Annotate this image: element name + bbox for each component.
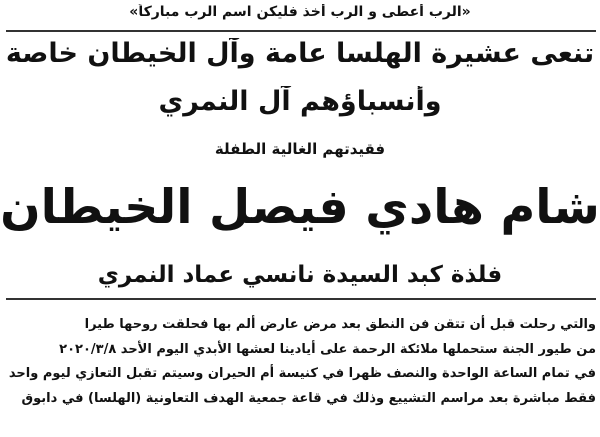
body-line: فقط مباشرة بعد مراسم التشييع وذلك في قاعة جمعية الهدف التعاونية (الهلسا) في دابوق xyxy=(21,390,596,406)
deceased-name: شام هادي فيصل الخيطان xyxy=(0,180,600,235)
notice-body xyxy=(4,313,596,411)
mourned-label: فقيدتهم الغالية الطفلة xyxy=(214,140,386,158)
bible-verse: «الرب أعطى و الرب أخذ فليكن اسم الرب مباركاً» xyxy=(129,4,471,20)
heading-line-1: تنعى عشيرة الهلسا عامة وآل الخيطان خاصة xyxy=(5,38,595,69)
body-line: من طيور الجنة ستحملها ملائكة الرحمة على أيادينا لعشها الأبدي اليوم الأحد ٢٠٢٠/٣/٨ xyxy=(59,341,596,357)
body-line: والتي رحلت قبل أن تتقن فن النطق بعد مرض عارض ألم بها فحلقت روحها طيرا xyxy=(84,317,596,332)
mother-line: فلذة كبد السيدة نانسي عماد النمري xyxy=(97,262,503,288)
notice-border xyxy=(6,30,596,300)
body-line: في تمام الساعة الواحدة والنصف ظهرا في كنيسة أم الحيران وسيتم تقبل التعازي ليوم واحد xyxy=(8,366,596,381)
heading-line-2: وأنسباؤهم آل النمري xyxy=(158,86,442,117)
